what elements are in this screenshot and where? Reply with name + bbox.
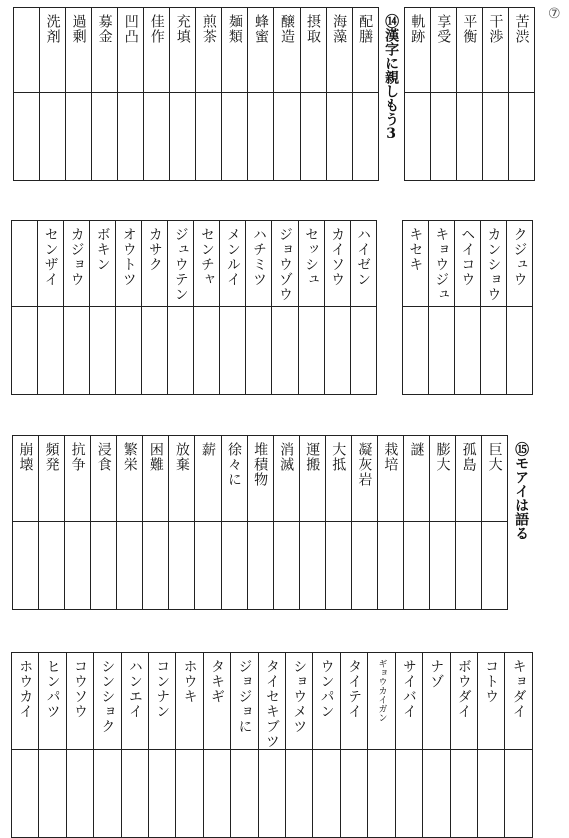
katakana-word: ジョジョに [236,659,253,734]
kanji-word: 佳作 [148,14,165,44]
kanji-word: 巨大 [486,442,503,472]
katakana-word-cell [149,653,176,750]
katakana-word-cell [368,653,395,750]
answer-box[interactable] [195,522,221,610]
kanji-word-cell [221,436,247,522]
katakana-word: ヒンパツ [44,659,61,719]
katakana-word-cell [506,221,532,307]
katakana-word: ショウメツ [291,659,308,734]
answer-box[interactable] [13,522,39,610]
kanji-word: 大抵 [330,442,347,472]
kanji-word-cell [351,436,377,522]
kanji-word: 凹凸 [122,14,139,44]
answer-box[interactable] [340,750,367,838]
answer-box[interactable] [231,750,258,838]
answer-box[interactable] [456,522,482,610]
answer-box[interactable] [505,750,533,838]
katakana-word: キョダイ [510,659,527,719]
answer-box[interactable] [142,307,168,395]
katakana-word: タイテイ [346,659,363,719]
answer-box[interactable] [143,522,169,610]
answer-box[interactable] [299,522,325,610]
katakana-word-cell [298,221,324,307]
kanji-word: 麺類 [226,14,243,44]
answer-box[interactable] [221,522,247,610]
katakana-word-cell [94,653,121,750]
answer-box[interactable] [176,750,203,838]
kanji-word-cell [248,8,274,93]
kanji-word: 薪 [199,442,216,457]
katakana-word-cell [313,653,340,750]
answer-box[interactable] [430,93,456,181]
kanji-word: 干渉 [487,14,504,44]
katakana-word: コウソウ [72,659,89,719]
katakana-word-cell [220,221,246,307]
kanji-word-cell [143,436,169,522]
kanji-word: 崩壊 [17,442,34,472]
katakana-word: ホウカイ [17,659,34,719]
katakana-word-cell [116,221,142,307]
kanji-word: 運搬 [304,442,321,472]
katakana-word: ボウダイ [455,659,472,719]
kanji-word-cell [66,8,92,93]
kanji-word-cell [326,8,352,93]
katakana-word-cell [38,221,64,307]
kanji-table-3 [12,435,534,610]
section-title-cell [508,436,534,610]
katakana-table-2 [11,220,533,395]
kanji-word-cell [430,436,456,522]
answer-box[interactable] [39,750,66,838]
katakana-word-cell [395,653,422,750]
katakana-word-cell [477,653,504,750]
kanji-word: 堆積物 [252,442,269,487]
kanji-word-cell [404,8,430,93]
answer-box[interactable] [149,750,176,838]
kanji-word-cell [14,8,40,93]
katakana-word-cell [194,221,220,307]
katakana-word-cell [450,653,477,750]
gap-cell [376,221,402,395]
katakana-word-cell [480,221,506,307]
answer-box[interactable] [247,522,273,610]
kanji-word: 困難 [147,442,164,472]
answer-box[interactable] [423,750,450,838]
katakana-word-cell [231,653,258,750]
answer-box[interactable] [395,750,422,838]
kanji-word-cell [403,436,429,522]
answer-box[interactable] [258,750,285,838]
kanji-word: 抗争 [69,442,86,472]
katakana-word-cell [66,653,93,750]
answer-box[interactable] [39,522,65,610]
kanji-word-cell [13,436,39,522]
answer-box[interactable] [324,307,350,395]
kanji-word: 充填 [174,14,191,44]
kanji-table-1 [13,7,535,181]
kanji-word-cell [508,8,534,93]
kanji-word-cell [482,436,508,522]
kanji-word: 徐々に [226,442,243,487]
answer-box[interactable] [194,307,220,395]
answer-box[interactable] [352,93,378,181]
kanji-word: 過剰 [70,14,87,44]
katakana-word-cell [402,221,428,307]
katakana-word-cell [90,221,116,307]
katakana-word-cell [272,221,298,307]
kanji-word-cell [196,8,222,93]
kanji-word-cell [377,436,403,522]
kanji-word-cell [352,8,378,93]
section-title: ⑭漢字に親しもう3 [383,13,400,142]
answer-box[interactable] [300,93,326,181]
answer-box[interactable] [368,750,395,838]
answer-box[interactable] [38,307,64,395]
katakana-word: コンナン [154,659,171,719]
katakana-word: タイセキブツ [263,659,280,749]
kanji-word-cell [456,8,482,93]
katakana-word: コトウ [483,659,500,704]
katakana-word: カンショウ [485,227,502,302]
katakana-word-cell [12,221,38,307]
answer-box[interactable] [66,93,92,181]
kanji-word: 蜂蜜 [252,14,269,44]
answer-box[interactable] [404,93,430,181]
kanji-word-cell [456,436,482,522]
answer-box[interactable] [402,307,428,395]
answer-box[interactable] [196,93,222,181]
katakana-word: ホウキ [181,659,198,704]
katakana-word: ジョウゾウ [276,227,293,302]
katakana-word: ハイゼン [355,227,372,287]
answer-box[interactable] [350,307,376,395]
katakana-word-cell [454,221,480,307]
katakana-word: ヘイコウ [459,227,476,287]
answer-box[interactable] [203,750,230,838]
answer-box[interactable] [477,750,504,838]
answer-box[interactable] [64,307,90,395]
answer-box[interactable] [169,522,195,610]
kanji-word-cell [118,8,144,93]
kanji-word-cell [430,8,456,93]
katakana-word-cell [168,221,194,307]
kanji-word-cell [299,436,325,522]
answer-box[interactable] [220,307,246,395]
answer-box[interactable] [313,750,340,838]
answer-box[interactable] [117,522,143,610]
answer-box[interactable] [14,93,40,181]
answer-box[interactable] [272,307,298,395]
katakana-word-cell [12,653,39,750]
kanji-word: 配膳 [357,14,374,44]
answer-box[interactable] [12,750,39,838]
answer-box[interactable] [144,93,170,181]
katakana-word: ナゾ [428,659,445,689]
kanji-word-cell [247,436,273,522]
katakana-word: クジュウ [511,227,528,287]
answer-box[interactable] [325,522,351,610]
kanji-word: 平衡 [461,14,478,44]
katakana-word: ボキン [94,227,111,272]
katakana-word-cell [428,221,454,307]
katakana-word: シンショク [99,659,116,734]
answer-box[interactable] [456,93,482,181]
answer-box[interactable] [12,307,38,395]
answer-box[interactable] [326,93,352,181]
katakana-word-cell [142,221,168,307]
katakana-word: カサク [146,227,163,272]
kanji-word-cell [117,436,143,522]
katakana-word-cell [203,653,230,750]
answer-box[interactable] [170,93,196,181]
katakana-word: サイバイ [400,659,417,719]
katakana-word: ハチミツ [250,227,267,287]
katakana-word-cell [324,221,350,307]
answer-box[interactable] [118,93,144,181]
kanji-word: 享受 [435,14,452,44]
answer-box[interactable] [506,307,532,395]
page-number: ⑦ [548,6,561,22]
kanji-word: 海藻 [331,14,348,44]
kanji-word: 膨大 [434,442,451,472]
answer-box[interactable] [65,522,91,610]
answer-box[interactable] [222,93,248,181]
kanji-word: 栽培 [382,442,399,472]
kanji-word: 募金 [96,14,113,44]
kanji-word: 凝灰岩 [356,442,373,487]
kanji-word: 放棄 [173,442,190,472]
kanji-word-cell [39,436,65,522]
katakana-word-cell [350,221,376,307]
answer-box[interactable] [403,522,429,610]
katakana-word: カイソウ [329,227,346,287]
answer-box[interactable] [248,93,274,181]
answer-box[interactable] [274,93,300,181]
katakana-word: ハンエイ [126,659,143,719]
katakana-word-cell [505,653,533,750]
katakana-word: カジョウ [68,227,85,287]
katakana-word: キョウジュ [433,227,450,302]
section-title-cell [378,8,404,181]
katakana-word: メンルイ [224,227,241,287]
katakana-word: ウンパン [318,659,335,719]
kanji-word-cell [482,8,508,93]
answer-box[interactable] [116,307,142,395]
answer-box[interactable] [450,750,477,838]
katakana-word: タキギ [209,659,226,704]
katakana-word-cell [423,653,450,750]
kanji-word: 軌跡 [409,14,426,44]
kanji-word-cell [92,8,118,93]
answer-box[interactable] [480,307,506,395]
answer-box[interactable] [66,750,93,838]
kanji-word: 醸造 [278,14,295,44]
katakana-word-cell [176,653,203,750]
section-title: ⑮モアイは語る [513,441,530,540]
kanji-word: 繁栄 [121,442,138,472]
answer-box[interactable] [351,522,377,610]
answer-box[interactable] [482,93,508,181]
answer-box[interactable] [508,93,534,181]
answer-box[interactable] [92,93,118,181]
kanji-word: 孤島 [460,442,477,472]
answer-box[interactable] [454,307,480,395]
answer-box[interactable] [430,522,456,610]
katakana-word: オウトツ [120,227,137,287]
katakana-table-4 [11,652,533,838]
kanji-word-cell [91,436,117,522]
answer-box[interactable] [273,522,299,610]
katakana-word-cell [64,221,90,307]
kanji-word-cell [222,8,248,93]
kanji-word: 煎茶 [200,14,217,44]
answer-box[interactable] [90,307,116,395]
kanji-word: 浸食 [95,442,112,472]
answer-box[interactable] [428,307,454,395]
katakana-word: ギョウカイガン [376,659,387,722]
katakana-word-cell [258,653,285,750]
answer-box[interactable] [377,522,403,610]
katakana-word-cell [340,653,367,750]
kanji-word-cell [144,8,170,93]
kanji-word-cell [273,436,299,522]
answer-box[interactable] [91,522,117,610]
answer-box[interactable] [40,93,66,181]
katakana-word: センザイ [42,227,59,287]
kanji-word-cell [170,8,196,93]
kanji-word-cell [169,436,195,522]
katakana-word: ジュウテン [172,227,189,302]
kanji-word: 頻発 [43,442,60,472]
katakana-word: センチャ [198,227,215,287]
kanji-word-cell [274,8,300,93]
answer-box[interactable] [94,750,121,838]
kanji-word-cell [65,436,91,522]
kanji-word: 洗剤 [44,14,61,44]
katakana-word-cell [39,653,66,750]
katakana-word-cell [121,653,148,750]
katakana-word-cell [286,653,313,750]
answer-box[interactable] [246,307,272,395]
kanji-word: 消滅 [278,442,295,472]
kanji-word: 摂取 [305,14,322,44]
kanji-word-cell [40,8,66,93]
kanji-word-cell [300,8,326,93]
kanji-word-cell [325,436,351,522]
katakana-word: セッシュ [303,227,320,287]
kanji-word: 苦渋 [513,14,530,44]
answer-box[interactable] [121,750,148,838]
answer-box[interactable] [286,750,313,838]
answer-box[interactable] [482,522,508,610]
answer-box[interactable] [168,307,194,395]
kanji-word: 謎 [408,442,425,457]
katakana-word: キセキ [407,227,424,272]
katakana-word-cell [246,221,272,307]
answer-box[interactable] [298,307,324,395]
kanji-word-cell [195,436,221,522]
